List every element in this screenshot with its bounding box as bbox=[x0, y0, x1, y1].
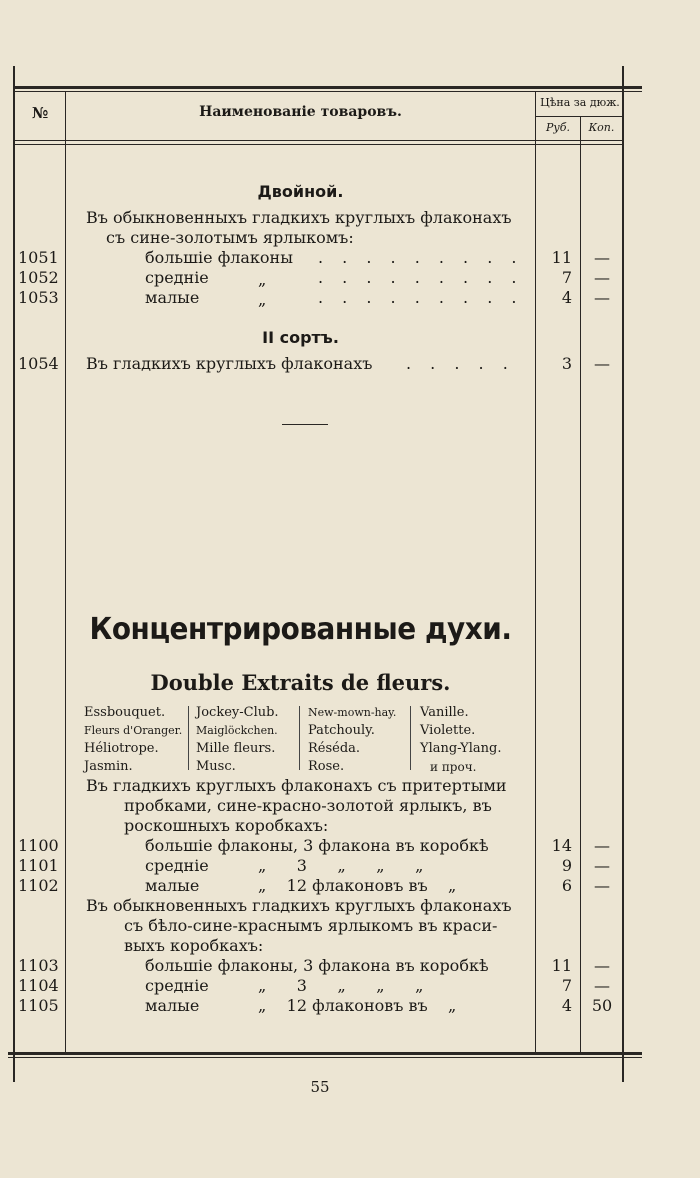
fragrance-column-3 bbox=[308, 704, 396, 776]
price-rub: 7 bbox=[561, 268, 572, 287]
fragrance-name: Mille fleurs. bbox=[196, 741, 276, 756]
price-kop: — bbox=[594, 836, 610, 855]
item-number: 1104 bbox=[18, 976, 59, 995]
dot-leader: . . . . . . . . . bbox=[318, 268, 524, 287]
item-name: средніе bbox=[145, 976, 209, 995]
section-title-double: Двойной. bbox=[257, 182, 344, 201]
column-divider-kop bbox=[580, 116, 581, 1054]
ditto-marks: „ 3 „ „ „ bbox=[258, 976, 424, 995]
fragrance-column-separator bbox=[188, 706, 189, 770]
fragrance-column-4 bbox=[420, 704, 501, 776]
page-number: 55 bbox=[310, 1078, 330, 1096]
frame-bottom-rule-thin bbox=[8, 1057, 642, 1058]
frame-top-rule bbox=[14, 86, 642, 89]
ditto-mark: „ bbox=[258, 270, 267, 289]
item-number: 1101 bbox=[18, 856, 59, 875]
fragrance-name: Violette. bbox=[420, 723, 476, 738]
double-intro-line-1: Въ обыкновенныхъ гладкихъ круглыхъ флаконахъ bbox=[86, 208, 512, 227]
group2-intro-line-3: выхъ коробкахъ: bbox=[124, 936, 264, 955]
fragrance-name: Musc. bbox=[196, 759, 236, 774]
price-rub: 9 bbox=[561, 856, 572, 875]
header-col-name: Наименованіе товаровъ. bbox=[199, 104, 402, 120]
price-kop: — bbox=[594, 354, 610, 373]
fragrance-name: Héliotrope. bbox=[84, 741, 159, 756]
item-name: малые bbox=[145, 876, 200, 895]
dot-leader: . . . . . bbox=[406, 354, 515, 373]
price-rub: 11 bbox=[551, 956, 572, 975]
frame-bottom-rule bbox=[8, 1052, 642, 1055]
item-number: 1102 bbox=[18, 876, 59, 895]
price-kop: — bbox=[594, 856, 610, 875]
item-number: 1100 bbox=[18, 836, 59, 855]
frame-right-border bbox=[622, 66, 624, 1082]
ditto-marks: „ 3 „ „ „ bbox=[258, 856, 424, 875]
group1-intro-line-2: пробками, сине-красно-золотой ярлыкъ, въ bbox=[124, 796, 492, 815]
group1-intro-line-3: роскошныхъ коробкахъ: bbox=[124, 816, 329, 835]
fragrance-name: Essbouquet. bbox=[84, 705, 166, 720]
fragrance-name: Rose. bbox=[308, 759, 345, 774]
item-number: 1105 bbox=[18, 996, 59, 1015]
item-name: Въ гладкихъ круглыхъ флаконахъ bbox=[86, 354, 373, 373]
header-col-rub: Руб. bbox=[546, 121, 570, 134]
frame-left-border bbox=[13, 66, 15, 1082]
item-name: средніе bbox=[145, 268, 209, 287]
section-subtitle-concentrated: Double Extraits de fleurs. bbox=[150, 670, 451, 695]
item-name: большіе флаконы, 3 флакона въ коробкѣ bbox=[145, 836, 489, 855]
section-divider bbox=[282, 424, 328, 425]
item-number: 1103 bbox=[18, 956, 59, 975]
fragrance-name: Maiglöckchen. bbox=[196, 724, 278, 737]
section-title-concentrated: Концентрированные духи. bbox=[89, 612, 512, 647]
price-kop: 50 bbox=[591, 996, 613, 1015]
ditto-mark: „ bbox=[258, 290, 267, 309]
price-rub: 4 bbox=[561, 288, 572, 307]
fragrance-name: Fleurs d'Oranger. bbox=[84, 724, 183, 737]
fragrance-column-separator bbox=[299, 706, 300, 770]
ditto-marks: „ 12 флаконовъ въ „ bbox=[258, 996, 457, 1015]
item-name: малые bbox=[145, 996, 200, 1015]
item-number: 1052 bbox=[18, 268, 59, 287]
price-kop: — bbox=[594, 288, 610, 307]
group1-intro-line-1: Въ гладкихъ круглыхъ флаконахъ съ притертыми bbox=[86, 776, 507, 795]
item-name: средніе bbox=[145, 856, 209, 875]
frame-top-rule-thin bbox=[14, 91, 642, 92]
price-rub: 6 bbox=[561, 876, 572, 895]
fragrance-name: Réséda. bbox=[308, 741, 361, 756]
group2-intro-line-2: съ бѣло-сине-краснымъ ярлыкомъ въ краси- bbox=[124, 916, 498, 935]
price-rub: 4 bbox=[561, 996, 572, 1015]
item-name: большіе флаконы bbox=[145, 248, 293, 267]
ditto-marks: „ 12 флаконовъ въ „ bbox=[258, 876, 457, 895]
fragrance-name: Patchouly. bbox=[308, 723, 375, 738]
price-kop: — bbox=[594, 268, 610, 287]
section-title-sort2: II сортъ. bbox=[262, 328, 339, 347]
dot-leader: . . . . . . . . . bbox=[318, 248, 524, 267]
price-kop: — bbox=[594, 976, 610, 995]
fragrance-column-separator bbox=[410, 706, 411, 770]
fragrance-column-2 bbox=[196, 704, 279, 776]
price-kop: — bbox=[594, 248, 610, 267]
price-rub: 14 bbox=[551, 836, 572, 855]
double-intro-line-2: съ сине-золотымъ ярлыкомъ: bbox=[106, 228, 354, 247]
frame-header-bottom-rule bbox=[14, 140, 624, 141]
price-rub: 3 bbox=[561, 354, 572, 373]
item-name: малые bbox=[145, 288, 200, 307]
price-kop: — bbox=[594, 956, 610, 975]
price-subheader-rule bbox=[536, 116, 622, 117]
frame-header-bottom-rule-2 bbox=[14, 144, 624, 145]
fragrance-column-1 bbox=[84, 704, 182, 776]
column-divider-rub bbox=[535, 92, 536, 1054]
fragrance-name: и проч. bbox=[430, 760, 477, 774]
fragrance-name: New-mown-hay. bbox=[308, 706, 397, 719]
fragrance-name: Ylang-Ylang. bbox=[420, 741, 502, 756]
item-number: 1053 bbox=[18, 288, 59, 307]
dot-leader: . . . . . . . . . bbox=[318, 288, 524, 307]
price-rub: 11 bbox=[551, 248, 572, 267]
price-kop: — bbox=[594, 876, 610, 895]
fragrance-name: Jockey-Club. bbox=[196, 705, 279, 720]
item-name: большіе флаконы, 3 флакона въ коробкѣ bbox=[145, 956, 489, 975]
fragrance-name: Vanille. bbox=[420, 705, 469, 720]
item-number: 1051 bbox=[18, 248, 59, 267]
header-col-price: Цѣна за дюж. bbox=[540, 96, 620, 109]
group2-intro-line-1: Въ обыкновенныхъ гладкихъ круглыхъ флаконахъ bbox=[86, 896, 512, 915]
price-rub: 7 bbox=[561, 976, 572, 995]
column-divider-no bbox=[65, 92, 66, 1054]
header-col-kop: Коп. bbox=[588, 121, 615, 134]
item-number: 1054 bbox=[18, 354, 59, 373]
fragrance-name: Jasmin. bbox=[84, 759, 133, 774]
header-col-no: № bbox=[32, 104, 49, 122]
